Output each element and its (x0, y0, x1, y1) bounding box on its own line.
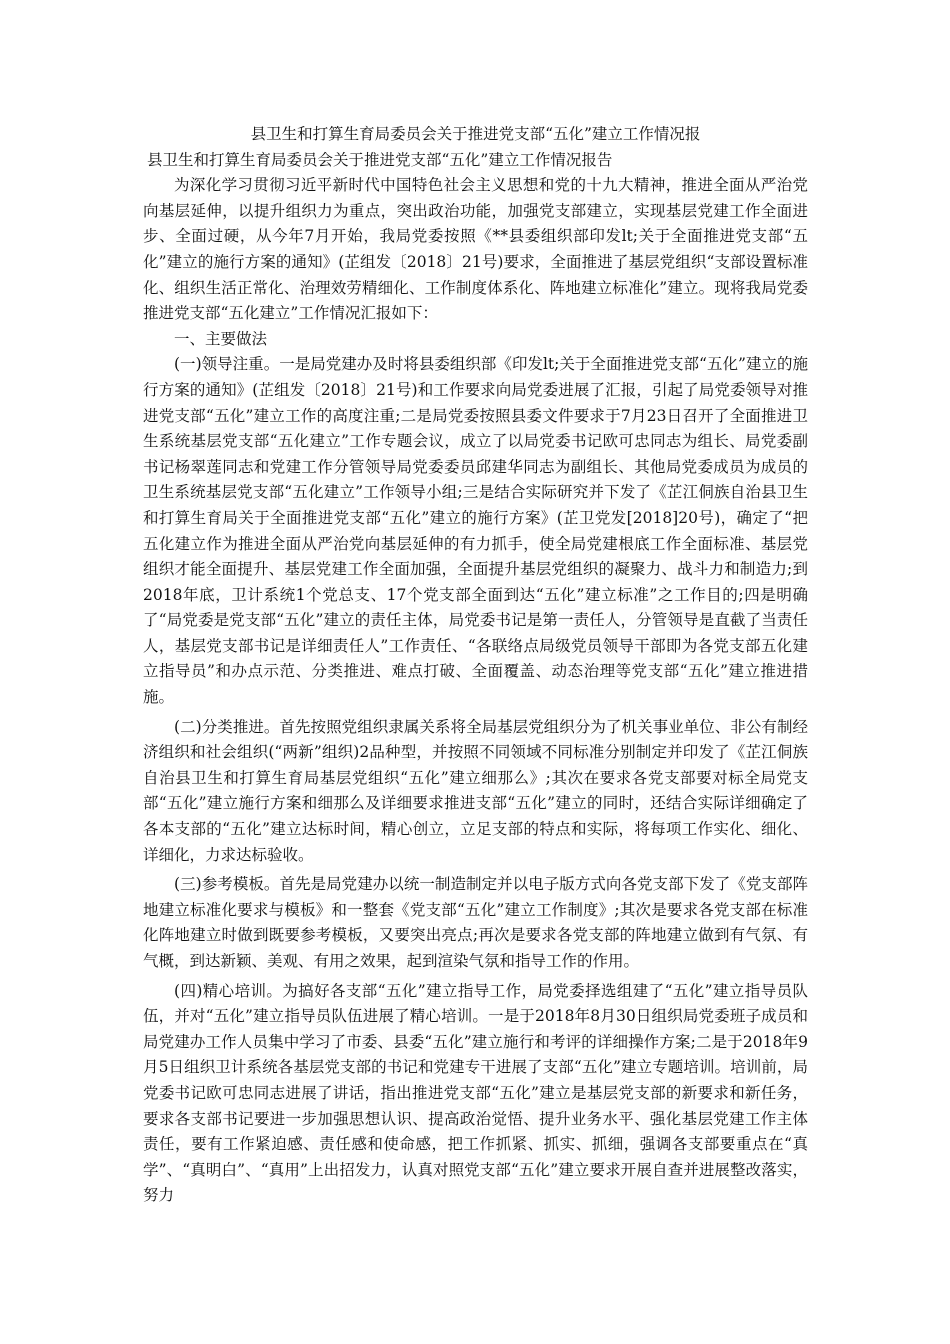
paragraph-careful-training: (四)精心培训。为搞好各支部“五化”建立指导工作，局党委择选组建了“五化”建立指导员队伍，并对“五化”建立指导员队伍进展了精心培训。一是于2018年8月30日组织局党委班子成员和局党建办工作人员集中学习了市委、县委“五化”建立施行和考评的详细操作方案;二是于2018年9月5日组织卫计系统各基层党支部的书记和党建专干进展了支部“五化”建立专题培训。培训前，局党委书记欧可忠同志进展了讲话，指出推进党支部“五化”建立是基层党支部的新要求和新任务，要求各支部书记要进一步加强思想认识、提高政治觉悟、提升业务水平、强化基层党建工作主体责任，要有工作紧迫感、责任感和使命感，把工作抓紧、抓实、抓细，强调各支部要重点在“真学”、“真明白”、“真用”上出招发力，认真对照党支部“五化”建立要求开展自查并进展整改落实，努力 (143, 981, 808, 1205)
document-subtitle: 县卫生和打算生育局委员会关于推进党支部“五化”建立工作情况报告 (147, 150, 613, 169)
section-heading-main-practices: 一、主要做法 (174, 329, 268, 348)
paragraph-classified-promotion: (二)分类推进。首先按照党组织隶属关系将全局基层党组织分为了机关事业单位、非公有制经济组织和社会组织(“两新”组织)2品种型，并按照不同领域不同标准分别制定并印发了《芷江侗族自治县卫生和打算生育局基层党组织“五化”建立细那么》;其次在要求各党支部要对标全局党支部“五化”建立施行方案和细那么及详细要求推进支部“五化”建立的同时，还结合实际详细确定了各本支部的“五化”建立达标时间，精心创立，立足支部的特点和实际，将每项工作实化、细化、详细化，力求达标验收。 (143, 717, 808, 864)
intro-paragraph: 为深化学习贯彻习近平新时代中国特色社会主义思想和党的十九大精神，推进全面从严治党向基层延伸，以提升组织力为重点，突出政治功能，加强党支部建立，实现基层党建工作全面进步、全面过硬，从今年7月开始，我局党委按照《**县委组织部印发lt;关于全面推进党支部“五化”建立的施行方案的通知》(芷组发〔2018〕21号)要求，全面推进了基层党组织“支部设置标准化、组织生活正常化、治理效劳精细化、工作制度体系化、阵地建立标准化”建立。现将我局党委推进党支部“五化建立”工作情况汇报如下： (143, 176, 808, 323)
paragraph-reference-templates: (三)参考模板。首先是局党建办以统一制造制定并以电子版方式向各党支部下发了《党支部阵地建立标准化要求与模板》和一整套《党支部“五化”建立工作制度》;其次是要求各党支部在标准化阵地建立时做到既要参考模板，又要突出亮点;再次是要求各党支部的阵地建立做到有气氛、有气概，到达新颖、美观、有用之效果，起到渲染气氛和指导工作的作用。 (143, 875, 808, 970)
document-body (143, 122, 808, 1209)
paragraph-leadership: (一)领导注重。一是局党建办及时将县委组织部《印发lt;关于全面推进党支部“五化”建立的施行方案的通知》(芷组发〔2018〕21号)和工作要求向局党委进展了汇报，引起了局党委领导对推进党支部“五化”建立工作的高度注重;二是局党委按照县委文件要求于7月23日召开了全面推进卫生系统基层党支部“五化建立”工作专题会议，成立了以局党委书记欧可忠同志为组长、局党委副书记杨翠莲同志和党建工作分管领导局党委委员邱建华同志为副组长、其他局党委成员为成员的卫生系统基层党支部“五化建立”工作领导小组;三是结合实际研究并下发了《芷江侗族自治县卫生和打算生育局关于全面推进党支部“五化”建立的施行方案》(芷卫党发[2018]20号)，确定了“把五化建立作为推进全面从严治党向基层延伸的有力抓手，使全局党建根底工作全面标准、基层党组织才能全面提升、基层党建工作全面加强，全面提升基层党组织的凝聚力、战斗力和制造力;到2018年底，卫计系统1个党总支、17个党支部全面到达“五化”建立标准”之工作目的;四是明确了“局党委是党支部“五化”建立的责任主体，局党委书记是第一责任人，分管领导是直截了当责任人，基层党支部书记是详细责任人”工作责任、“各联络点局级党员领导干部即为各党支部五化建立指导员”和办点示范、分类推进、难点打破、全面覆盖、动态治理等党支部“五化”建立推进措施。 (143, 355, 808, 707)
document-title: 县卫生和打算生育局委员会关于推进党支部“五化”建立工作情况报 (250, 125, 701, 143)
